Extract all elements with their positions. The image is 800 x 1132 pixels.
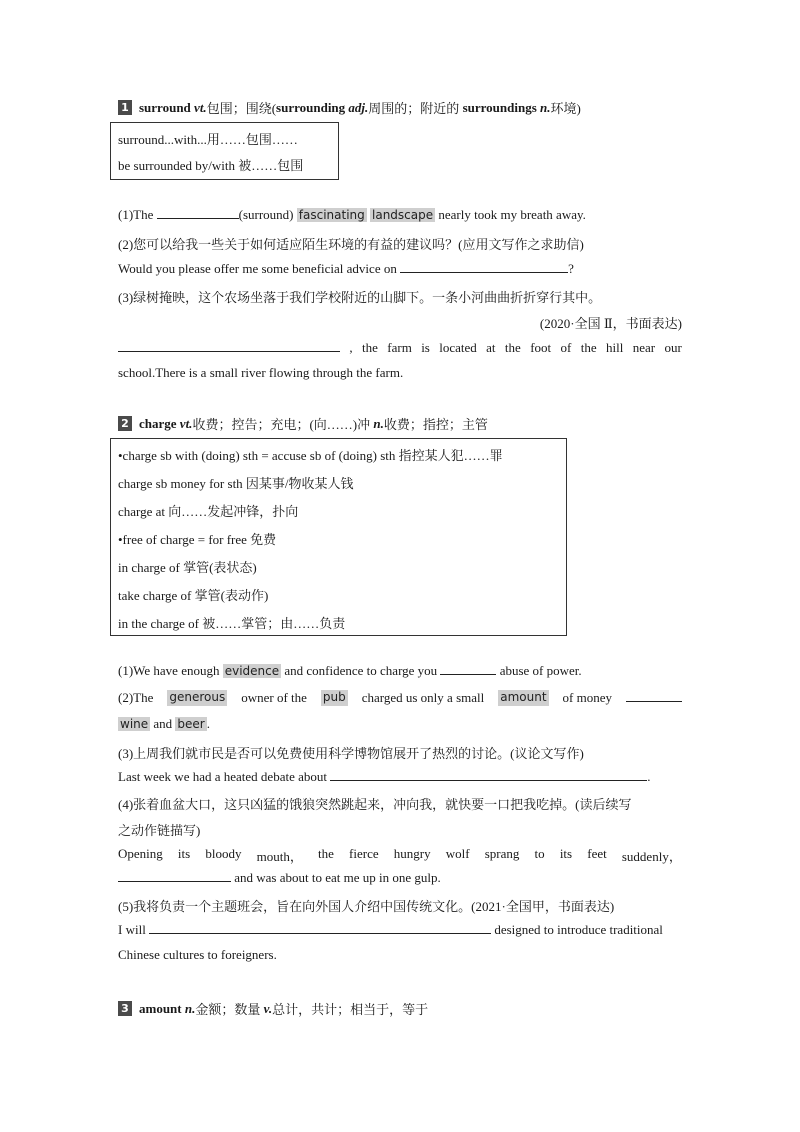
exercise-word: feet xyxy=(587,846,607,861)
exercise-word: fierce xyxy=(349,846,379,861)
answer-blank[interactable] xyxy=(118,340,340,352)
usage-line: charge at 向……发起冲锋，扑向 xyxy=(118,504,299,519)
chinese-prompt: (2)您可以给我一些关于如何适应陌生环境的有益的建议吗？(应用文写作之求助信) xyxy=(118,237,584,252)
exercise-text: abuse of power. xyxy=(499,663,582,678)
definition: 包围；围绕( xyxy=(206,101,277,116)
exercise-line xyxy=(118,207,586,223)
exercise-text: Would you please offer me some beneficial advice on xyxy=(118,261,397,276)
definition: 金额；数量 xyxy=(195,1002,261,1017)
exercise-word: its xyxy=(177,846,191,861)
exercise-word: the xyxy=(504,340,521,355)
usage-line: take charge of 掌管(表动作) xyxy=(118,588,269,603)
definition: 环境) xyxy=(550,101,581,116)
part-of-speech: adj. xyxy=(348,99,369,115)
exercise-text: and was about to eat me up in one gulp. xyxy=(234,870,441,885)
answer-blank[interactable] xyxy=(330,769,647,781)
derived-word: surrounding xyxy=(276,99,346,115)
highlighted-word: beer xyxy=(177,717,205,731)
exercise-word: at xyxy=(486,340,496,355)
exercise-word: our xyxy=(664,340,682,355)
exercise-word: farm xyxy=(387,340,412,355)
usage-line: surround...with...用……包围…… xyxy=(118,132,298,147)
section-2-header xyxy=(118,414,488,433)
exercise-text: and confidence to charge you xyxy=(284,663,438,678)
exercise-line xyxy=(118,663,582,679)
exercise-text: ? xyxy=(568,261,574,276)
exercise-word: suddenly， xyxy=(621,849,682,864)
exercise-word: hungry xyxy=(393,846,431,861)
exercise-word: to xyxy=(534,846,545,861)
usage-line: •free of charge = for free 免费 xyxy=(118,532,277,547)
exercise-line xyxy=(118,690,682,706)
section-number-badge: 2 xyxy=(118,416,132,431)
exercise-word: sprang xyxy=(484,846,520,861)
exercise-word: , xyxy=(349,340,353,355)
exercise-word: near xyxy=(632,340,656,355)
exercise-word: mouth， xyxy=(256,849,303,864)
usage-line: in the charge of 被……掌管；由……负责 xyxy=(118,616,346,631)
exercise-word: foot xyxy=(530,340,552,355)
headword: charge xyxy=(139,415,177,431)
highlighted-word: wine xyxy=(120,717,149,731)
section-3-header xyxy=(118,999,428,1018)
exercise-word: the xyxy=(318,846,334,861)
highlighted-word: pub xyxy=(322,690,346,704)
exercise-line xyxy=(118,716,210,732)
answer-blank[interactable] xyxy=(118,870,231,882)
exercise-word: the xyxy=(580,340,597,355)
definition: 收费；指控；主管 xyxy=(383,417,488,432)
part-of-speech: n. xyxy=(373,415,384,431)
definition: 总计，共计；相当于，等于 xyxy=(272,1002,429,1017)
highlighted-word: amount xyxy=(500,690,547,704)
answer-blank[interactable] xyxy=(157,207,239,219)
part-of-speech: n. xyxy=(184,1000,196,1016)
exercise-word: located xyxy=(439,340,477,355)
exercise-text: owner of the xyxy=(241,690,307,705)
chinese-prompt: 之动作链描写) xyxy=(118,823,201,838)
usage-box xyxy=(110,122,339,180)
exercise-text: . xyxy=(206,716,210,731)
exercise-text: . xyxy=(647,769,651,784)
exercise-line xyxy=(118,340,682,356)
chinese-prompt: (3)上周我们就市民是否可以免费使用科学博物馆展开了热烈的讨论。(议论文写作) xyxy=(118,746,584,761)
exercise-line: school.There is a small river flowing through the farm. xyxy=(118,365,404,380)
highlighted-word: generous xyxy=(169,690,226,704)
exercise-word: (2)The xyxy=(118,690,154,705)
exercise-text: charged us only a small xyxy=(361,690,485,705)
exercise-text: and xyxy=(153,716,173,731)
answer-blank[interactable] xyxy=(400,261,568,273)
usage-line: in charge of 掌管(表状态) xyxy=(118,560,257,575)
part-of-speech: n. xyxy=(540,99,551,115)
exercise-line xyxy=(118,870,441,886)
usage-line: be surrounded by/with 被……包围 xyxy=(118,158,304,173)
exercise-text: (1)We have enough xyxy=(118,663,220,678)
derived-word: surroundings xyxy=(462,99,537,115)
exercise-text: Last week we had a heated debate about xyxy=(118,769,327,784)
source-note: (2020·全国 Ⅱ，书面表达) xyxy=(539,316,682,331)
chinese-prompt: (5)我将负责一个主题班会，旨在向外国人介绍中国传统文化。(2021·全国甲，书面表达) xyxy=(118,899,615,914)
exercise-word: hill xyxy=(606,340,624,355)
section-number-badge: 1 xyxy=(118,100,132,115)
exercise-word: the xyxy=(362,340,378,355)
exercise-line xyxy=(118,922,663,938)
exercise-text: (surround) xyxy=(238,207,294,222)
exercise-text: of money xyxy=(562,690,612,705)
definition: 收费；控告；充电；(向……)冲 xyxy=(192,417,371,432)
section-number-badge: 3 xyxy=(118,1001,132,1016)
exercise-word: is xyxy=(421,340,430,355)
section-1-header xyxy=(118,98,581,117)
usage-line: •charge sb with (doing) sth = accuse sb of (doing) sth 指控某人犯……罪 xyxy=(118,448,503,463)
exercise-word: bloody xyxy=(205,846,242,861)
exercise-line xyxy=(118,846,682,865)
chinese-prompt: (3)绿树掩映，这个农场坐落于我们学校附近的山脚下。一条小河曲曲折折穿行其中。 xyxy=(118,290,602,305)
answer-blank[interactable] xyxy=(149,922,491,934)
exercise-line xyxy=(118,769,650,785)
definition: 周围的；附近的 xyxy=(368,101,460,116)
usage-box xyxy=(110,438,567,636)
exercise-word: Opening xyxy=(118,846,163,861)
exercise-text: I will xyxy=(118,922,146,937)
answer-blank[interactable] xyxy=(626,690,682,702)
exercise-text: designed to introduce traditional xyxy=(494,922,663,937)
answer-blank[interactable] xyxy=(440,663,496,675)
exercise-word: wolf xyxy=(445,846,470,861)
exercise-word: its xyxy=(559,846,573,861)
part-of-speech: v. xyxy=(263,1000,273,1016)
usage-line: charge sb money for sth 因某事/物收某人钱 xyxy=(118,476,354,491)
highlighted-word: fascinating xyxy=(298,208,365,222)
exercise-line xyxy=(118,261,574,277)
exercise-text: (1)The xyxy=(118,207,154,222)
exercise-text: nearly took my breath away. xyxy=(438,207,586,222)
chinese-prompt: (4)张着血盆大口，这只凶猛的饿狼突然跳起来，冲向我，就快要一口把我吃掉。(读后续写 xyxy=(118,797,632,812)
part-of-speech: vt. xyxy=(179,415,193,431)
highlighted-word: landscape xyxy=(372,208,434,222)
exercise-word: of xyxy=(560,340,572,355)
headword: amount xyxy=(139,1000,182,1016)
highlighted-word: evidence xyxy=(224,664,280,678)
headword: surround xyxy=(139,99,191,115)
part-of-speech: vt. xyxy=(194,99,207,115)
exercise-line: Chinese cultures to foreigners. xyxy=(118,947,277,962)
